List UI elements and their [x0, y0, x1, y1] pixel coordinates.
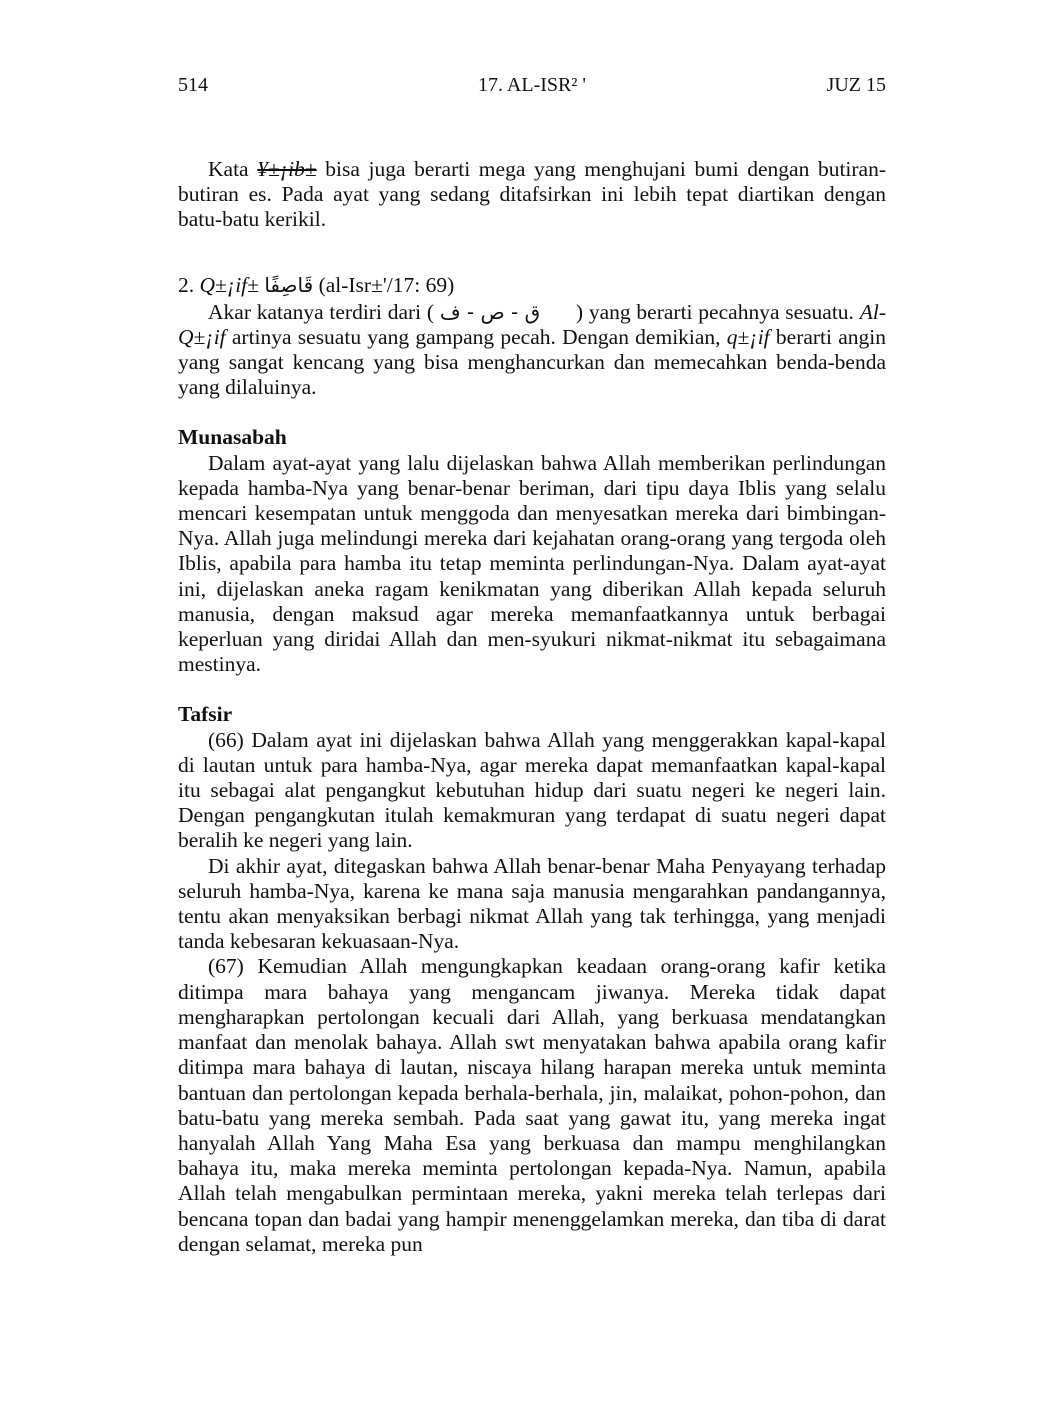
item-arabic-word: قَاصِفًا: [264, 272, 314, 297]
tafsir-heading: Tafsir: [178, 702, 233, 727]
page-body: [178, 157, 886, 1257]
page-number: 514: [178, 74, 208, 96]
tafsir-paragraph-67: (67) Kemudian Allah mengungkapkan keadaan orang-orang kafir ketika ditimpa mara bahaya yang mengancam jiwanya. Mereka tidak dapat mengharapkan pertolongan kecuali dari Allah, yang berkuasa mendatangkan manfaat dan menolak bahaya. Allah swt menyatakan bahwa apabila orang kafir ditimpa mara bahaya di lautan, niscaya hilang harapan mereka untuk meminta bantuan dan pertolongan kepada berhala-berhala, jin, malaikat, pohon-pohon, dan batu-batu yang mereka sembah. Pada saat yang gawat itu, yang mereka ingat hanyalah Allah Yang Maha Esa yang berkuasa dan mampu menghilangkan bahaya itu, maka mereka meminta pertolongan kepada-Nya. Namun, apabila Allah telah mengabulkan permintaan mereka, yakni mereka telah terlepas dari bencana topan dan badai yang hampir menenggelamkan mereka, dan tiba di darat dengan selamat, mereka pun: [178, 954, 886, 1256]
tafsir-paragraph-66-cont: Di akhir ayat, ditegaskan bahwa Allah benar-benar Maha Penyayang terhadap seluruh hamba-Nya, karena ke mana saja manusia mengarahkan pandangannya, tentu akan menyaksikan berbagi nikmat Allah yang tak terhingga, yang menjadi tanda kebesaran kekuasaan-Nya.: [178, 853, 886, 954]
item2-paragraph: Akar katanya terdiri dari ( ق - ص - ف ) yang berarti pecahnya sesuatu. Al-Q±¡if artinya sesuatu yang gampang pecah. Dengan demikian, q±¡if berarti angin yang sangat kencang yang bisa menghancurkan dan memecahkan benda-benda yang dilaluinya.: [178, 299, 886, 400]
root-letters-arabic: ق - ص - ف: [439, 299, 541, 324]
chapter-title: 17. AL-ISR² ': [478, 74, 586, 96]
term-al-qasif: Al-Q±¡if: [178, 299, 886, 349]
term-qasif: q±¡if: [726, 324, 770, 349]
vocab-item-2: [178, 270, 886, 300]
page-header: [178, 74, 886, 104]
tafsir-paragraph-66: (66) Dalam ayat ini dijelaskan bahwa Allah yang menggerakkan kapal-kapal di lautan untuk para hamba-Nya, agar mereka dapat memanfaatkan kapal-kapal itu sebagai alat pengangkut kebutuhan hidup dari suatu negeri ke negeri lain. Dengan pengangkutan itulah kemakmuran yang terdapat di suatu negeri dapat beralih ke negeri yang lain.: [178, 727, 886, 853]
munasabah-heading: Munasabah: [178, 425, 287, 450]
item-term: Q±¡if±: [199, 272, 259, 297]
item-reference: (al-Isr±'/17: 69): [318, 272, 455, 297]
intro-paragraph: [178, 157, 886, 233]
intro-term: ¥±¡ib±: [257, 157, 317, 181]
item-number: 2.: [178, 272, 195, 297]
juz-label: JUZ 15: [826, 74, 886, 96]
intro-text: bisa juga berarti mega yang menghujani bumi dengan butiran-butiran es. Pada ayat yang sedang ditafsirkan ini lebih tepat diartikan dengan batu-batu kerikil.: [178, 157, 887, 232]
intro-kata: Kata: [208, 157, 249, 181]
munasabah-paragraph: Dalam ayat-ayat yang lalu dijelaskan bahwa Allah memberikan perlindungan kepada hamba-Nya yang benar-benar beriman, dari tipu daya Iblis yang selalu mencari kesempatan untuk menggoda dan menyesatkan mereka dari bimbingan-Nya. Allah juga melindungi mereka dari kejahatan orang-orang yang tergoda oleh Iblis, apabila para hamba itu tetap meminta perlindungan-Nya. Dalam ayat-ayat ini, dijelaskan aneka ragam kenikmatan yang diberikan Allah kepada seluruh manusia, dengan maksud agar mereka memanfaatkannya untuk berbagai keperluan yang diridai Allah dan men-syukuri nikmat-nikmat itu sebagaimana mestinya.: [178, 450, 886, 677]
